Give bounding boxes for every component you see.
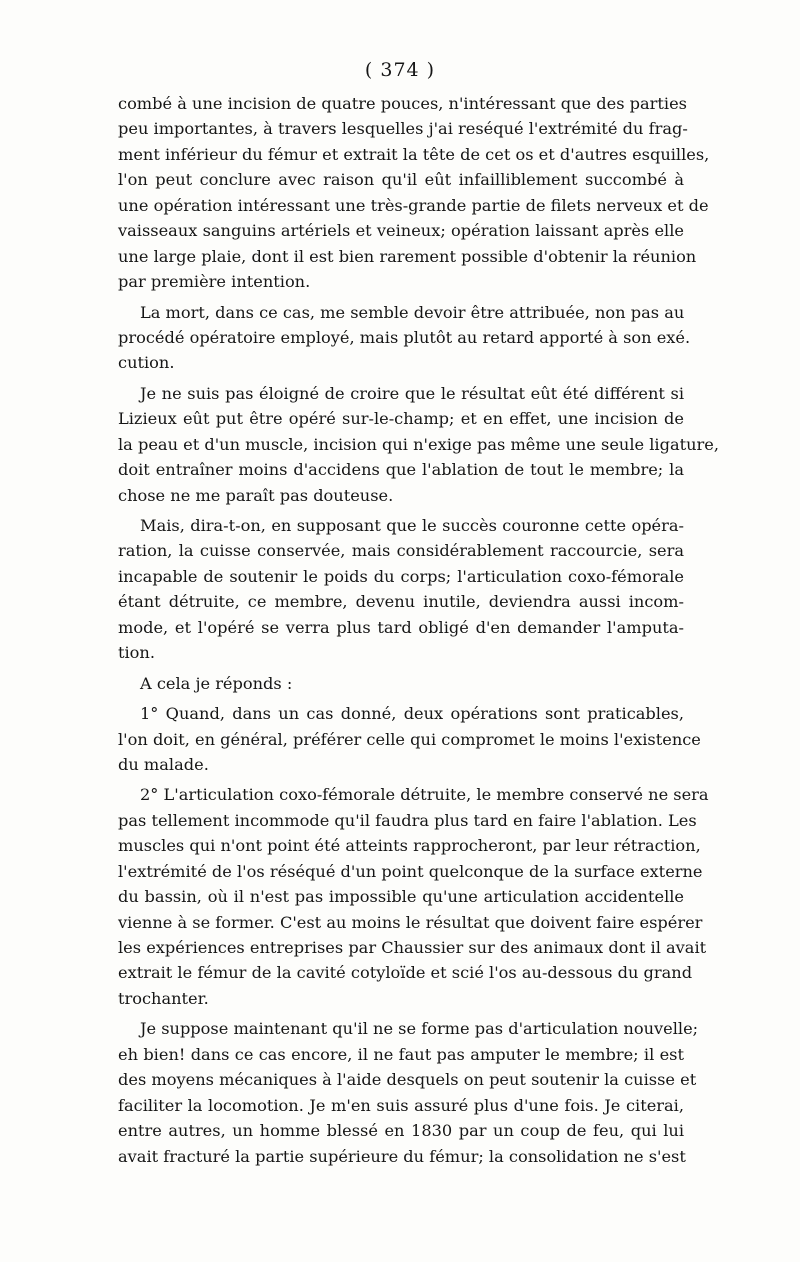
text-line: doit entraîner moins d'accidens que l'ablation de tout le membre; la bbox=[118, 460, 684, 480]
text-line: procédé opératoire employé, mais plutôt au retard apporté à son exé. bbox=[118, 327, 691, 347]
text-line: Lizieux eût put être opéré sur-le-champ; et en effet, une incision de bbox=[118, 409, 684, 429]
text-line: ration, la cuisse conservée, mais considérablement raccourcie, sera bbox=[118, 541, 684, 561]
text-line: mode, et l'opéré se verra plus tard obligé d'en demander l'amputa- bbox=[118, 617, 684, 637]
text-line: combé à une incision de quatre pouces, n'intéressant que des parties bbox=[118, 94, 687, 113]
text-line: une large plaie, dont il est bien rarement possible d'obtenir la réunion bbox=[118, 246, 697, 266]
text-line: 1° Quand, dans un cas donné, deux opérations sont praticables, bbox=[140, 704, 684, 724]
text-line: vaisseaux sanguins artériels et veineux; opération laissant après elle bbox=[118, 221, 684, 241]
text-line: la peau et d'un muscle, incision qui n'exige pas même une seule ligature, bbox=[118, 434, 720, 454]
text-line: l'on peut conclure avec raison qu'il eût infailliblement succombé à bbox=[118, 170, 684, 190]
text-line: faciliter la locomotion. Je m'en suis assuré plus d'une fois. Je citerai, bbox=[118, 1095, 684, 1115]
text-line: par première intention. bbox=[118, 272, 311, 292]
paragraph bbox=[118, 381, 720, 508]
text-line: 2° L'articulation coxo-fémorale détruite, le membre conservé ne sera bbox=[140, 785, 709, 805]
text-line: vienne à se former. C'est au moins le résultat que doivent faire espérer bbox=[118, 912, 703, 932]
text-line: muscles qui n'ont point été atteints rapprocheront, par leur rétraction, bbox=[118, 836, 701, 856]
text-line: pas tellement incommode qu'il faudra plus tard en faire l'ablation. Les bbox=[118, 810, 697, 830]
page-number: ( 374 ) bbox=[364, 59, 436, 81]
text-line: entre autres, un homme blessé en 1830 par un coup de feu, qui lui bbox=[118, 1121, 684, 1141]
body-text bbox=[118, 91, 720, 1169]
paragraph bbox=[118, 1016, 699, 1169]
text-line: Je suppose maintenant qu'il ne se forme pas d'articulation nouvelle; bbox=[140, 1019, 699, 1039]
text-line: une opération intéressant une très-grande partie de filets nerveux et de bbox=[118, 195, 709, 215]
text-line: l'extrémité de l'os réséqué d'un point quelconque de la surface externe bbox=[118, 861, 703, 881]
text-line: étant détruite, ce membre, devenu inutile, deviendra aussi incom- bbox=[118, 592, 684, 612]
paragraph bbox=[118, 701, 701, 777]
text-line: La mort, dans ce cas, me semble devoir être attribuée, non pas au bbox=[140, 302, 685, 322]
text-line: incapable de soutenir le poids du corps; l'articulation coxo-fémorale bbox=[118, 566, 684, 586]
paragraph bbox=[118, 300, 691, 376]
text-line: tion. bbox=[118, 643, 155, 663]
text-line: l'on doit, en général, préférer celle qui compromet le moins l'existence bbox=[118, 729, 701, 749]
text-line: chose ne me paraît pas douteuse. bbox=[118, 485, 394, 505]
paragraph bbox=[118, 782, 709, 1011]
text-line: peu importantes, à travers lesquelles j'ai reséqué l'extrémité du frag- bbox=[118, 119, 688, 139]
text-line: eh bien! dans ce cas encore, il ne faut pas amputer le membre; il est bbox=[118, 1044, 684, 1064]
text-line: extrait le fémur de la cavité cotyloïde et scié l'os au-dessous du grand bbox=[118, 963, 693, 983]
text-line: Mais, dira-t-on, en supposant que le succès couronne cette opéra- bbox=[140, 516, 684, 535]
text-line: A cela je réponds : bbox=[140, 673, 293, 693]
text-line: ment inférieur du fémur et extrait la tête de cet os et d'autres esquilles, bbox=[118, 144, 710, 164]
text-line: du bassin, où il n'est pas impossible qu'une articulation accidentelle bbox=[118, 887, 684, 907]
text-line: Je ne suis pas éloigné de croire que le résultat eût été différent si bbox=[140, 383, 684, 403]
text-line: les expériences entreprises par Chaussier sur des animaux dont il avait bbox=[118, 938, 707, 957]
text-line: avait fracturé la partie supérieure du fémur; la consolidation ne s'est bbox=[118, 1146, 686, 1166]
paragraph bbox=[118, 513, 684, 666]
paragraph bbox=[118, 91, 710, 295]
text-line: cution. bbox=[118, 353, 175, 373]
text-line: des moyens mécaniques à l'aide desquels on peut soutenir la cuisse et bbox=[118, 1070, 697, 1090]
paragraph bbox=[118, 671, 684, 696]
text-line: du malade. bbox=[118, 754, 209, 774]
text-line: trochanter. bbox=[118, 988, 209, 1008]
